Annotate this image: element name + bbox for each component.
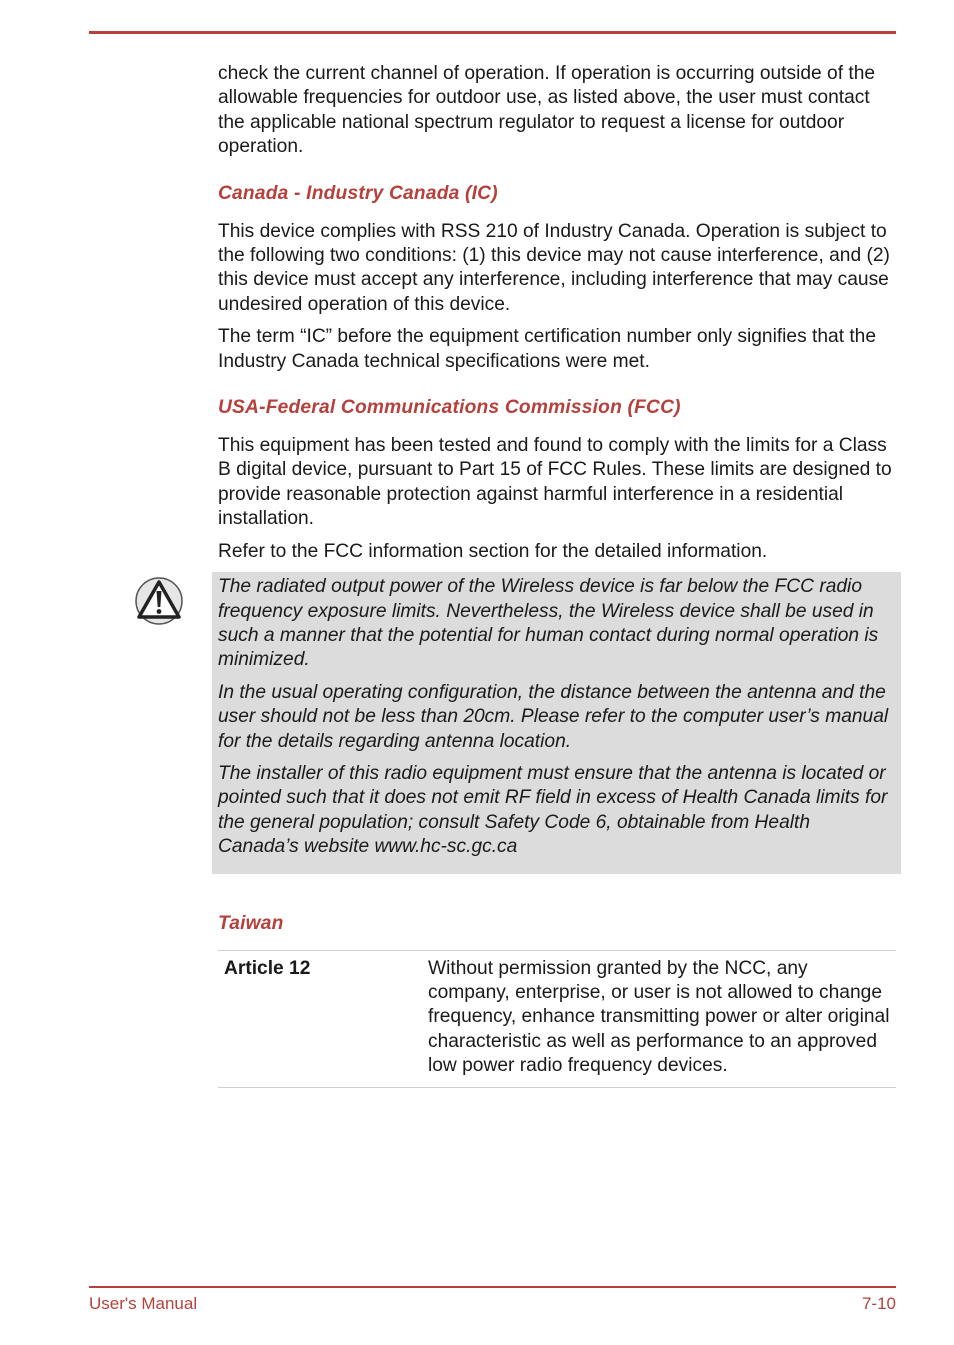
canada-paragraph-2: The term “IC” before the equipment certification number only signifies that the Industry Canada technical specifications were met. (218, 326, 877, 372)
canada-paragraph-1: This device complies with RSS 210 of Industry Canada. Operation is subject to the following two conditions: (1) this device may not cause interference, and (2) this device must accept any interference, including interference that may cause undesired operation of this device. (218, 220, 890, 315)
footer-manual-title: User's Manual (89, 1294, 198, 1313)
warning-paragraph-3: The installer of this radio equipment must ensure that the antenna is located or pointed such that it does not emit RF field in excess of Health Canada limits for the general population; consult Safety Code 6, obtainable from Health Canada’s website www.hc-sc.gc.ca (218, 762, 888, 858)
article-text: Without permission granted by the NCC, any company, enterprise, or user is not allowed to change frequency, enhance transmitting power or alter original characteristic as well as performance to an approved low power radio frequency devices. (428, 957, 890, 1077)
usa-heading: USA-Federal Communications Commission (FCC) (218, 397, 681, 419)
footer-page-number: 7-10 (861, 1294, 896, 1313)
article-label: Article 12 (224, 957, 311, 979)
page-content (218, 62, 896, 1088)
canada-heading: Canada - Industry Canada (IC) (218, 182, 498, 204)
header-rule (89, 31, 896, 34)
warning-triangle-icon (134, 576, 184, 626)
taiwan-heading: Taiwan (218, 912, 284, 934)
usa-paragraph-2: Refer to the FCC information section for the detailed information. (218, 540, 768, 562)
warning-paragraph-1: The radiated output power of the Wireless device is far below the FCC radio frequency exposure limits. Nevertheless, the Wireless device shall be used in such a manner that the potential for human contact during normal operation is minimized. (218, 576, 879, 671)
usa-paragraph-1: This equipment has been tested and found to comply with the limits for a Class B digital device, pursuant to Part 15 of FCC Rules. These limits are designed to provide reasonable protection against harmful interference in a residential installation. (218, 435, 892, 530)
taiwan-table (218, 950, 896, 1088)
footer-rule (89, 1286, 896, 1288)
warning-paragraph-2: In the usual operating configuration, the distance between the antenna and the user should not be less than 20cm. Please refer to the computer user’s manual for the details regarding antenna location. (218, 681, 889, 752)
intro-paragraph: check the current channel of operation. If operation is occurring outside of the allowable frequencies for outdoor use, as listed above, the user must contact the applicable national spectrum regulator to request a license for outdoor operation. (218, 63, 876, 158)
table-row (218, 950, 896, 1087)
warning-note (212, 572, 901, 873)
